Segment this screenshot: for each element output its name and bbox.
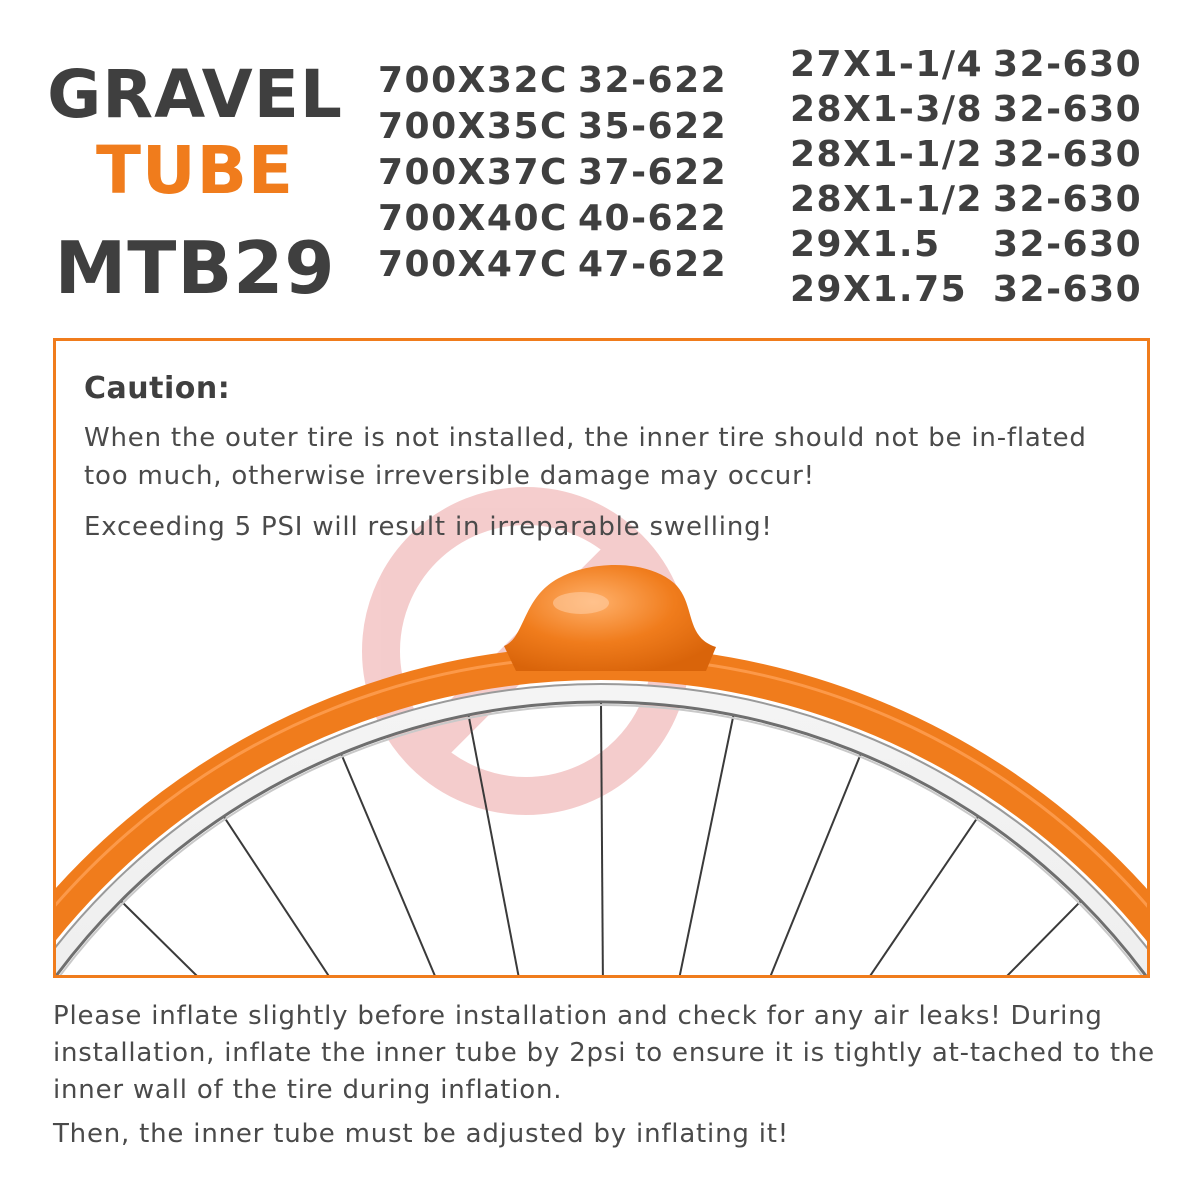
caution-text-psi-limit: Exceeding 5 PSI will result in irreparable swelling! (84, 512, 773, 542)
etrto-size: 32-630 (993, 179, 1143, 220)
etrto-size: 32-630 (993, 89, 1143, 130)
tire-size: 28X1-3/8 (790, 89, 984, 130)
etrto-size: 37-622 (578, 152, 728, 193)
tire-size: 27X1-1/4 (790, 44, 984, 85)
tube-bulge (504, 565, 716, 671)
spoke (224, 817, 575, 975)
installation-instructions: Please inflate slightly before installation and check for any air leaks! During installation, inflate the inner tube by 2psi to ensure it is tightly at-tached to the inner wall of the tire during inflation. (53, 1001, 1155, 1105)
spoke (469, 716, 589, 975)
tire-size: 700X32C (378, 60, 568, 101)
caution-title: Caution: (84, 371, 231, 406)
brand-title-gravel: GRAVEL (47, 56, 343, 133)
tire-size: 29X1.75 (790, 269, 968, 310)
etrto-size: 32-630 (993, 224, 1143, 265)
spoke (620, 755, 860, 975)
caution-text-overinflation: When the outer tire is not installed, the inner tire should not be in-flated too much, otherwise irreversible damage may occur! (84, 423, 1087, 491)
spoke (601, 703, 605, 975)
etrto-size: 32-630 (993, 269, 1143, 310)
etrto-size: 47-622 (578, 244, 728, 285)
adjustment-note: Then, the inner tube must be adjusted by inflating it! (53, 1119, 789, 1149)
tire-size: 700X40C (378, 198, 568, 239)
etrto-size: 35-622 (578, 106, 728, 147)
etrto-size: 32-622 (578, 60, 728, 101)
wheel-spokes (56, 703, 1147, 975)
brand-title-tube: TUBE (95, 132, 294, 209)
caution-panel (53, 338, 1150, 978)
etrto-size: 40-622 (578, 198, 728, 239)
spoke (122, 902, 576, 975)
spoke (619, 817, 977, 975)
tire-size: 700X47C (378, 244, 568, 285)
tire-size: 700X37C (378, 152, 568, 193)
brand-title-mtb29: MTB29 (54, 226, 336, 310)
etrto-size: 32-630 (993, 44, 1143, 85)
tire-size: 700X35C (378, 106, 568, 147)
tire-size: 28X1-1/2 (790, 134, 984, 175)
etrto-size: 32-630 (993, 134, 1143, 175)
spoke (632, 902, 1080, 975)
tire-size: 28X1-1/2 (790, 179, 984, 220)
tire-size: 29X1.5 (790, 224, 941, 265)
